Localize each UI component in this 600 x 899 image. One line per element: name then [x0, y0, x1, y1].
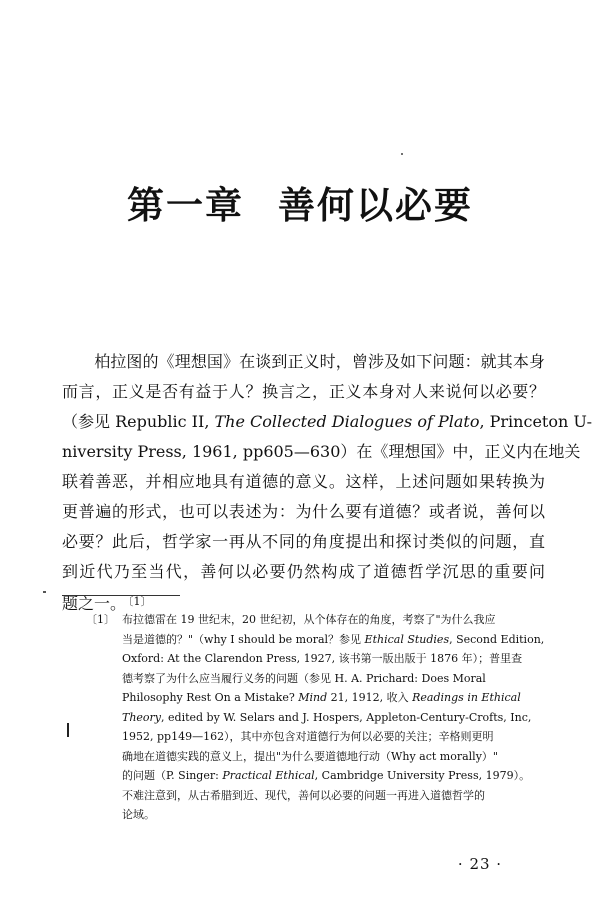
body-line: 必要？此后，哲学家一再从不同的角度提出和探讨类似的问题，直: [62, 532, 545, 551]
body-line: 题之一。 $^{〔1〕}$: [62, 594, 152, 613]
footnote-line: Oxford: At the Clarendon Press, 1927, 该书第一版出版于 1876 年）；普里查: [122, 652, 523, 665]
footnote-line: 当是道德的？"（why I should be moral？参见 Ethical Studies, Second Edition,: [122, 632, 545, 646]
footnote-label: 〔1〕: [86, 613, 115, 626]
chapter-title: 善何以必要: [278, 183, 473, 227]
margin-mark: [67, 723, 69, 737]
chapter-number: 第一章: [127, 183, 244, 227]
body-line: （参见 Republic II, The Collected Dialogues of Plato, Princeton U-: [62, 412, 592, 431]
body-line: 到近代乃至当代，善何以必要仍然构成了道德哲学沉思的重要问: [62, 562, 545, 581]
body-line: 柏拉图的《理想国》在谈到正义时，曾涉及如下问题：就其本身: [94, 352, 545, 371]
print-speck: [43, 591, 46, 593]
footnote-line: Theory, edited by W. Selars and J. Hospers, Appleton-Century-Crofts, Inc,: [122, 710, 532, 724]
footnote-line: 论域。: [122, 808, 155, 821]
footnote-reference: 〔1〕: [128, 595, 152, 608]
print-speck: [401, 153, 403, 155]
page-number: · 23 ·: [457, 855, 503, 873]
body-line: 而言，正义是否有益于人？换言之，正义本身对人来说何以必要？: [62, 382, 545, 401]
footnote-line: 德考察了为什么应当履行义务的问题（参见 H. A. Prichard: Does Moral: [122, 671, 486, 685]
footnote-line: 不难注意到，从古希腊到近、现代，善何以必要的问题一再进入道德哲学的: [122, 788, 485, 802]
footnote: [86, 610, 556, 825]
body-line: 联着善恶，并相应地具有道德的意义。这样，上述问题如果转换为: [62, 472, 545, 491]
footnote-line: 1952, pp149—162），其中亦包含对道德行为何以必要的关注；辛格则更明: [122, 730, 494, 743]
footnote-line: 确地在道德实践的意义上，提出"为什么要道德地行动（Why act morally）": [122, 749, 498, 763]
body-line: niversity Press, 1961, pp605—630）在《理想国》中，正义内在地关: [62, 442, 581, 461]
footnote-line: 的问题（P. Singer: Practical Ethical, Cambridge University Press, 1979）。: [122, 769, 531, 782]
footnote-line: 〔1〕 布拉德雷在 19 世纪末，20 世纪初，从个体存在的角度，考察了"为什么我应: [86, 610, 556, 630]
chapter-heading: [0, 182, 600, 228]
body-line: 更普遍的形式，也可以表述为：为什么要有道德？或者说，善何以: [62, 502, 545, 521]
body-paragraph: [62, 347, 592, 619]
footnote-line: Philosophy Rest On a Mistake? Mind 21, 1912, 收入 Readings in Ethical: [122, 691, 521, 704]
book-title: The Collected Dialogues of Plato: [214, 412, 480, 431]
footnote-divider: [62, 595, 180, 596]
